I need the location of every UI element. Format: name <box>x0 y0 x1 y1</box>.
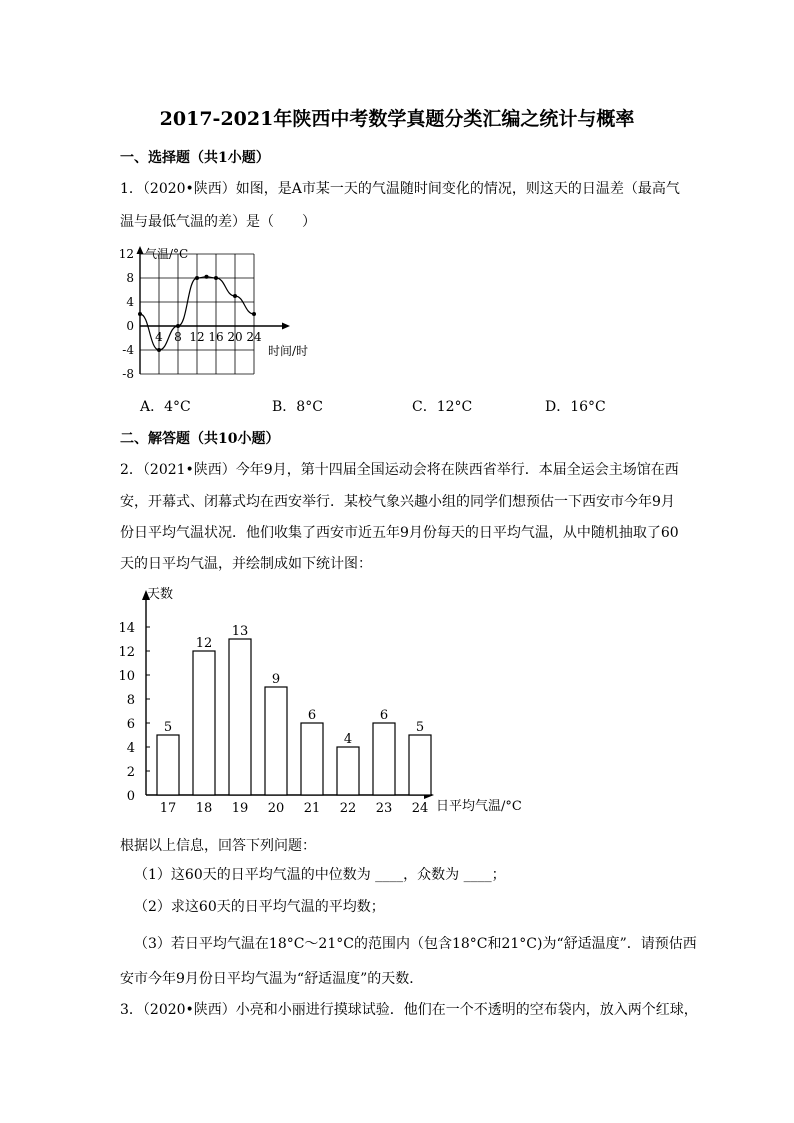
bar <box>157 735 179 795</box>
x-tick-label: 23 <box>375 801 393 814</box>
line-chart-axes <box>137 246 291 374</box>
bar <box>193 651 215 795</box>
x-tick-label: 22 <box>339 801 357 814</box>
data-point <box>214 276 218 280</box>
q2-part3: （3）若日平均气温在18°C～21°C的范围内（包含18°C和21°C)为“舒适温度”．请预估西 <box>134 936 697 952</box>
bar <box>337 747 359 795</box>
q2-text-line3: 份日平均气温状况．他们收集了西安市近五年9月份每天的日平均气温，从中随机抽取了60 <box>120 525 679 541</box>
x-tick-label: 17 <box>159 801 177 814</box>
data-point <box>233 294 237 298</box>
y-tick-label: -4 <box>122 343 134 357</box>
bar-value-label: 9 <box>271 672 281 687</box>
y-tick-label: 8 <box>126 271 134 285</box>
y-tick-label: 2 <box>126 765 135 780</box>
bar-chart-x-label: 日平均气温/°C <box>436 799 522 814</box>
bar-value-label: 6 <box>307 708 317 723</box>
q2-part1: （1）这60天的日平均气温的中位数为 ____，众数为 ____； <box>134 867 506 883</box>
q2-part3-cont: 安市今年9月份日平均气温为“舒适温度”的天数． <box>120 971 424 987</box>
x-tick-label: 24 <box>246 330 262 344</box>
daily-temperature-bar-chart <box>118 582 548 814</box>
y-tick-label: 10 <box>118 669 135 684</box>
x-tick-label: 16 <box>208 330 224 344</box>
bar-chart-bars <box>157 639 431 795</box>
option-b[interactable]: B．8°C <box>272 399 323 415</box>
y-tick-label: 14 <box>118 621 135 636</box>
y-tick-label: 8 <box>126 693 135 708</box>
line-chart-y-label: 气温/°C <box>145 247 189 261</box>
bar-value-label: 13 <box>231 624 249 639</box>
bar-value-label: 12 <box>195 636 213 651</box>
bar <box>409 735 431 795</box>
data-point <box>176 324 180 328</box>
q2-text-line2: 安，开幕式、闭幕式均在西安举行．某校气象兴趣小组的同学们想预估一下西安市今年9月 <box>120 494 675 510</box>
section-heading-choice: 一、选择题（共1小题） <box>120 150 270 166</box>
y-tick-label: 12 <box>118 247 134 261</box>
x-tick-label: 4 <box>155 330 163 344</box>
x-tick-label: 12 <box>189 330 205 344</box>
data-point <box>138 312 142 316</box>
x-tick-label: 21 <box>303 801 321 814</box>
y-tick-label: -8 <box>122 367 134 381</box>
bar-value-label: 4 <box>343 732 353 747</box>
x-tick-label: 20 <box>267 801 285 814</box>
bar-value-label: 6 <box>379 708 389 723</box>
bar <box>373 723 395 795</box>
data-point <box>157 348 161 352</box>
section-heading-answer: 二、解答题（共10小题） <box>120 431 280 447</box>
bar-chart-x-ticks <box>160 801 429 814</box>
q1-text-line2: 温与最低气温的差）是（ ） <box>120 214 316 230</box>
data-point <box>205 275 209 279</box>
q1-text-line1: 1．（2020•陕西）如图，是A市某一天的气温随时间变化的情况，则这天的日温差（最高气 <box>120 181 680 197</box>
bar-chart-y-label: 天数 <box>147 587 174 602</box>
y-tick-label: 4 <box>126 295 134 309</box>
y-tick-label: 0 <box>126 319 134 333</box>
x-axis-arrow <box>282 323 290 330</box>
bar-chart-y-ticks <box>118 621 150 804</box>
y-axis-arrow <box>137 246 144 254</box>
y-tick-label: 6 <box>126 717 135 732</box>
x-tick-label: 19 <box>231 801 249 814</box>
option-a[interactable]: A．4°C <box>140 399 191 415</box>
option-c[interactable]: C．12°C <box>412 399 473 415</box>
line-chart-y-ticks <box>119 247 135 381</box>
q3-text-line1: 3．（2020•陕西）小亮和小丽进行摸球试验．他们在一个不透明的空布袋内，放入两个红球， <box>120 1002 698 1018</box>
q2-intro: 根据以上信息，回答下列问题： <box>120 838 316 854</box>
bar-value-label: 5 <box>415 720 425 735</box>
y-tick-label: 0 <box>126 789 135 804</box>
q2-text-line4: 天的日平均气温，并绘制成如下统计图： <box>120 556 372 572</box>
x-tick-label: 24 <box>411 801 429 814</box>
option-d[interactable]: D．16°C <box>545 399 606 415</box>
data-point <box>195 276 199 280</box>
page-title: 2017-2021年陕西中考数学真题分类汇编之统计与概率 <box>159 108 635 130</box>
y-tick-label: 4 <box>126 741 135 756</box>
q2-part2: （2）求这60天的日平均气温的平均数； <box>134 899 385 915</box>
bar <box>265 687 287 795</box>
bar <box>301 723 323 795</box>
x-tick-label: 20 <box>227 330 243 344</box>
q2-text-line1: 2．（2021•陕西）今年9月，第十四届全国运动会将在陕西省举行．本届全运会主场馆在西 <box>120 462 679 478</box>
x-tick-label: 8 <box>174 330 182 344</box>
x-tick-label: 18 <box>195 801 213 814</box>
bar-value-label: 5 <box>163 720 173 735</box>
line-chart-x-label: 时间/时 <box>268 344 309 358</box>
bar <box>229 639 251 795</box>
line-chart-grid <box>140 254 254 374</box>
temperature-line-chart <box>118 242 338 382</box>
data-point <box>252 312 256 316</box>
y-tick-label: 12 <box>118 645 135 660</box>
